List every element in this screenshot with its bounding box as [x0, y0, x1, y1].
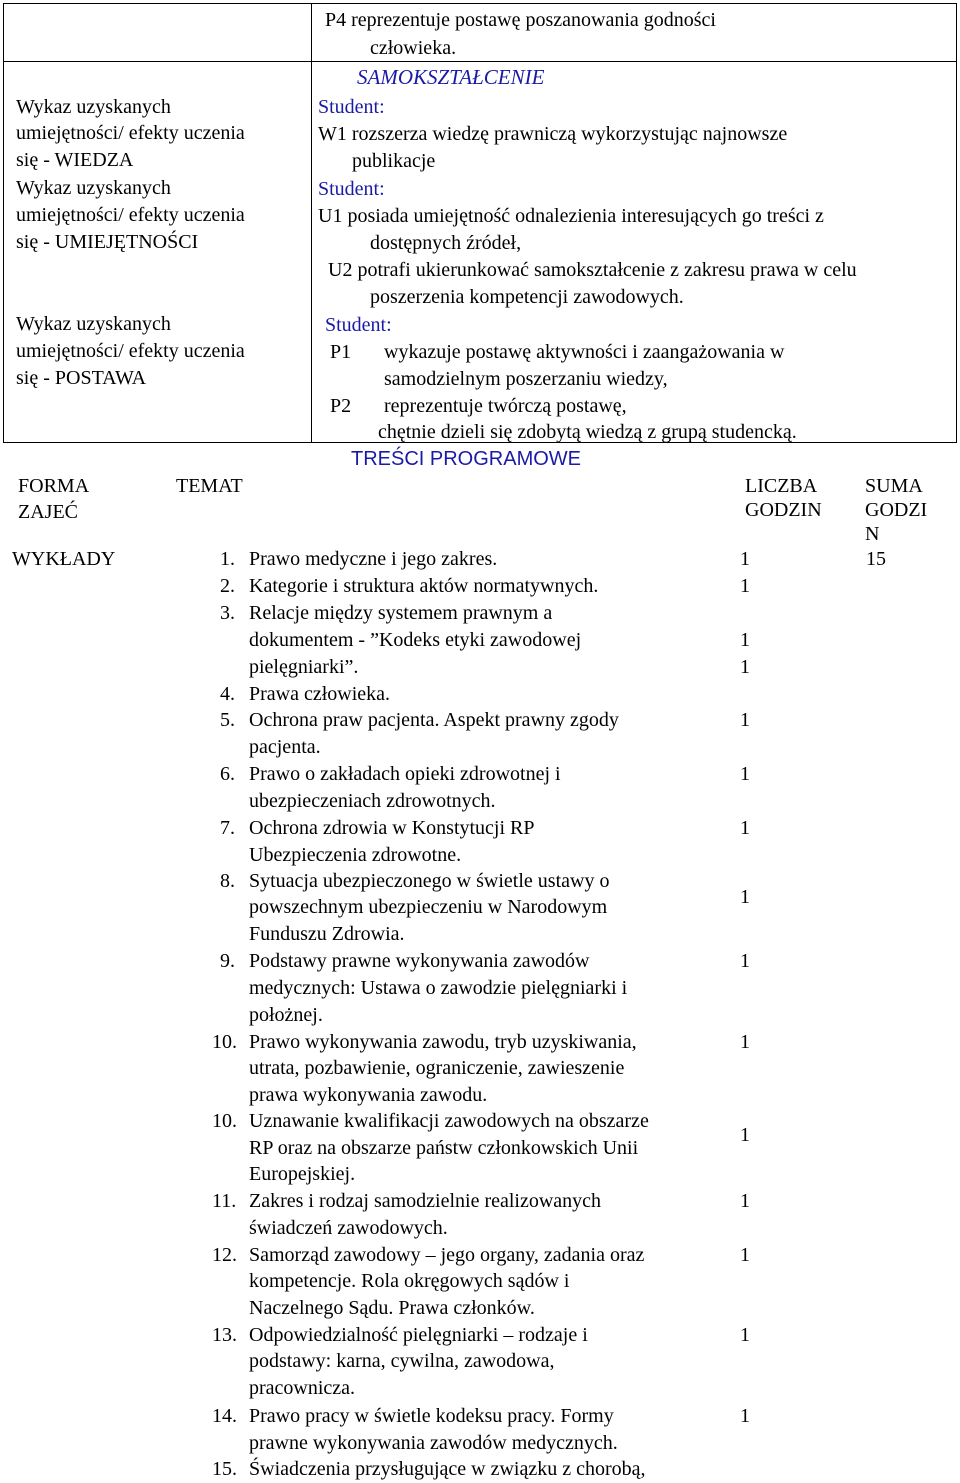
student-label-postawa: Student:	[325, 314, 392, 336]
topic-line: położnej.	[249, 1004, 323, 1026]
topic-line: Prawo o zakładach opieki zdrowotnej i	[249, 763, 561, 785]
topic-hours: 1	[740, 629, 750, 651]
topic-line: Kategorie i struktura aktów normatywnych.	[249, 575, 599, 597]
topic-hours: 1	[740, 656, 750, 678]
topic-line: Funduszu Zdrowia.	[249, 923, 405, 945]
topic-line: pracownicza.	[249, 1377, 356, 1399]
topic-number: 4.	[220, 683, 235, 705]
column-divider	[311, 3, 312, 443]
topic-number: 8.	[220, 870, 235, 892]
w1-line2: publikacje	[352, 150, 436, 172]
topic-hours: 1	[740, 1031, 750, 1053]
topic-line: Ochrona praw pacjenta. Aspekt prawny zgody	[249, 709, 619, 731]
topic-hours: 1	[740, 950, 750, 972]
topic-number: 15.	[212, 1458, 237, 1480]
topic-line: pacjenta.	[249, 736, 321, 758]
topic-line: RP oraz na obszarze państw członkowskich Unii	[249, 1137, 639, 1159]
topic-number: 5.	[220, 709, 235, 731]
header-forma-line2: ZAJEĆ	[18, 501, 78, 523]
topic-line: medycznych: Ustawa o zawodzie pielęgniarki i	[249, 977, 628, 999]
p4-line2: człowieka.	[370, 37, 457, 59]
topic-number: 6.	[220, 763, 235, 785]
topic-line: Zakres i rodzaj samodzielnie realizowanych	[249, 1190, 602, 1212]
topic-line: prawa wykonywania zawodu.	[249, 1084, 488, 1106]
topic-line: kompetencje. Rola okręgowych sądów i	[249, 1270, 570, 1292]
header-suma-line3: N	[865, 523, 880, 545]
topic-line: podstawy: karna, cywilna, zawodowa,	[249, 1350, 555, 1372]
topic-line: Świadczenia przysługujące w związku z chorobą,	[249, 1458, 646, 1480]
topic-hours: 1	[740, 575, 750, 597]
topic-line: Prawo wykonywania zawodu, tryb uzyskiwania,	[249, 1031, 637, 1053]
topic-line: prawne wykonywania zawodów medycznych.	[249, 1432, 618, 1454]
topic-hours: 1	[740, 1190, 750, 1212]
topic-line: świadczeń zawodowych.	[249, 1217, 448, 1239]
p1-line1: wykazuje postawę aktywności i zaangażowania w	[384, 341, 785, 363]
wyklady-label: WYKŁADY	[12, 548, 116, 570]
row-divider-top	[3, 61, 957, 62]
student-label-umiejetnosci: Student:	[318, 178, 385, 200]
header-forma-line1: FORMA	[18, 475, 90, 497]
u2-line1: U2 potrafi ukierunkować samokształcenie z zakresu prawa w celu	[328, 259, 857, 281]
topic-line: Sytuacja ubezpieczonego w świetle ustawy o	[249, 870, 610, 892]
table-border-top	[3, 3, 957, 4]
topic-line: Podstawy prawne wykonywania zawodów	[249, 950, 590, 972]
topic-number: 10.	[212, 1110, 237, 1132]
p4-line1: P4 reprezentuje postawę poszanowania godności	[325, 9, 716, 31]
p2-code: P2	[330, 395, 352, 417]
topic-line: Prawa człowieka.	[249, 683, 391, 705]
topic-line: pielęgniarki”.	[249, 656, 359, 678]
header-temat: TEMAT	[176, 475, 243, 497]
suma-value: 15	[866, 548, 886, 570]
header-suma-line2: GODZI	[865, 499, 928, 521]
topic-line: Prawo pracy w świetle kodeksu pracy. Formy	[249, 1405, 614, 1427]
w1-line1: W1 rozszerza wiedzę prawniczą wykorzystując najnowsze	[318, 123, 788, 145]
topic-line: Uznawanie kwalifikacji zawodowych na obszarze	[249, 1110, 649, 1132]
table-border-left	[3, 3, 4, 443]
topic-number: 13.	[212, 1324, 237, 1346]
topic-line: Samorząd zawodowy – jego organy, zadania oraz	[249, 1244, 645, 1266]
topic-hours: 1	[740, 817, 750, 839]
topic-line: dokumentem - ”Kodeks etyki zawodowej	[249, 629, 582, 651]
topic-number: 2.	[220, 575, 235, 597]
topic-line: Prawo medyczne i jego zakres.	[249, 548, 498, 570]
header-liczba-line2: GODZIN	[745, 499, 822, 521]
topic-hours: 1	[740, 548, 750, 570]
topic-number: 11.	[212, 1190, 237, 1212]
topic-line: ubezpieczeniach zdrowotnych.	[249, 790, 496, 812]
student-label-wiedza: Student:	[318, 96, 385, 118]
topic-line: Naczelnego Sądu. Prawa członków.	[249, 1297, 535, 1319]
topic-number: 12.	[212, 1244, 237, 1266]
p1-line2: samodzielnym poszerzaniu wiedzy,	[384, 368, 668, 390]
u1-line1: U1 posiada umiejętność odnalezienia interesujących go treści z	[318, 205, 824, 227]
topic-hours: 1	[740, 1124, 750, 1146]
topic-line: utrata, pozbawienie, ograniczenie, zawieszenie	[249, 1057, 625, 1079]
topic-number: 7.	[220, 817, 235, 839]
program-title: TREŚCI PROGRAMOWE	[351, 448, 582, 470]
topic-number: 10.	[212, 1031, 237, 1053]
topic-number: 14.	[212, 1405, 237, 1427]
topic-number: 9.	[220, 950, 235, 972]
p2-line1: reprezentuje twórczą postawę,	[384, 395, 627, 417]
table-border-right	[956, 3, 957, 443]
topic-hours: 1	[740, 709, 750, 731]
topic-hours: 1	[740, 1244, 750, 1266]
topic-line: Europejskiej.	[249, 1163, 356, 1185]
p1-code: P1	[330, 341, 352, 363]
topic-hours: 1	[740, 1324, 750, 1346]
header-liczba-line1: LICZBA	[745, 475, 818, 497]
u1-line2: dostępnych źródeł,	[370, 232, 522, 254]
topic-hours: 1	[740, 763, 750, 785]
topic-number: 1.	[220, 548, 235, 570]
p2-line2: chętnie dzieli się zdobytą wiedzą z grupą studencką.	[378, 421, 797, 443]
topic-line: Ubezpieczenia zdrowotne.	[249, 844, 462, 866]
topic-line: Ochrona zdrowia w Konstytucji RP	[249, 817, 535, 839]
topic-line: Relacje między systemem prawnym a	[249, 602, 553, 624]
topic-hours: 1	[740, 1405, 750, 1427]
topic-line: Odpowiedzialność pielęgniarki – rodzaje i	[249, 1324, 588, 1346]
header-suma-line1: SUMA	[865, 475, 923, 497]
u2-line2: poszerzenia kompetencji zawodowych.	[370, 286, 684, 308]
section-title: SAMOKSZTAŁCENIE	[357, 65, 545, 89]
topic-number: 3.	[220, 602, 235, 624]
topic-line: powszechnym ubezpieczeniu w Narodowym	[249, 896, 608, 918]
topic-hours: 1	[740, 886, 750, 908]
